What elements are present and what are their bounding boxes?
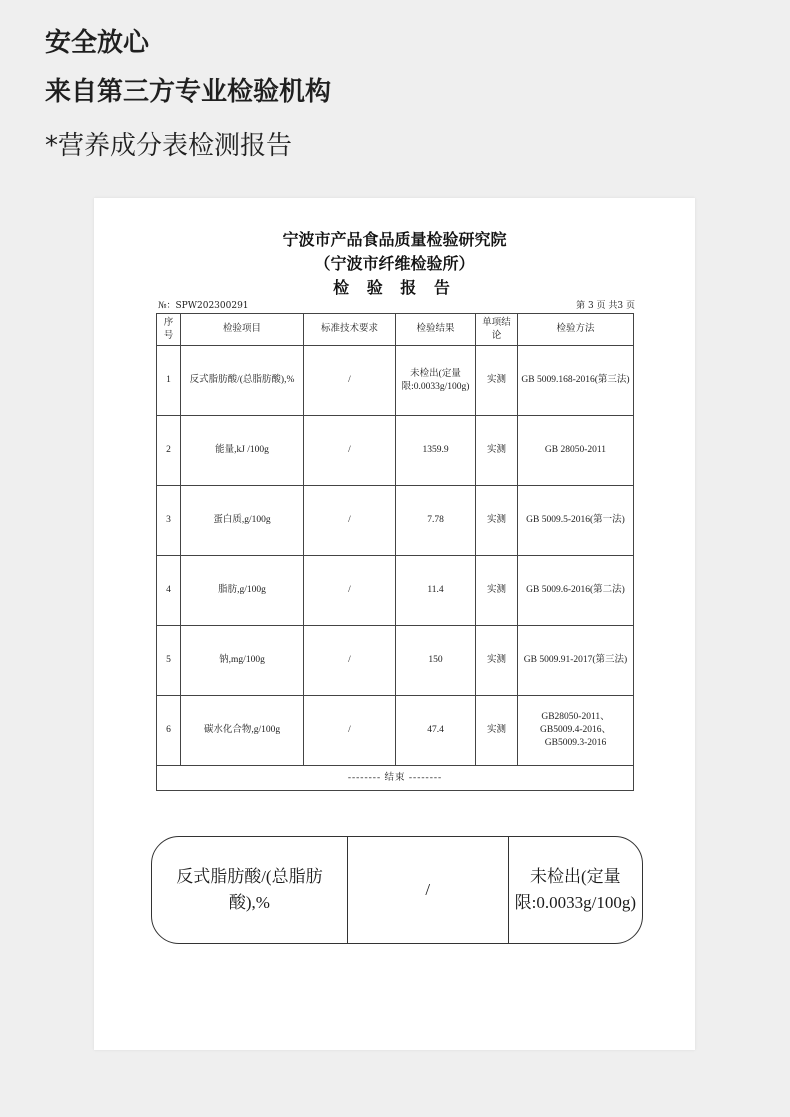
cell-item: 碳水化合物,g/100g: [181, 696, 304, 766]
cell-conclusion: 实测: [476, 416, 518, 486]
cell-conclusion: 实测: [476, 556, 518, 626]
cell-method: GB 5009.5-2016(第一法): [518, 486, 634, 556]
cell-seq: 1: [157, 346, 181, 416]
table-row: [157, 416, 634, 486]
cell-result: 150: [396, 626, 476, 696]
cell-method: GB 5009.6-2016(第二法): [518, 556, 634, 626]
cell-result: 7.78: [396, 486, 476, 556]
cell-item: 能量,kJ /100g: [181, 416, 304, 486]
zoom-result: 未检出(定量限:0.0033g/100g): [514, 867, 636, 912]
cell-result: 未检出(定量限:0.0033g/100g): [396, 346, 476, 416]
col-header-result: 检验结果: [396, 314, 476, 346]
cell-standard: /: [304, 486, 396, 556]
cell-seq: 5: [157, 626, 181, 696]
cell-standard: /: [304, 416, 396, 486]
table-footer-row: [157, 766, 634, 791]
cell-method: GB28050-2011、GB5009.4-2016、GB5009.3-2016: [518, 696, 634, 766]
inspection-table: [156, 313, 634, 791]
headline-nutrition-report: *营养成分表检测报告: [45, 131, 293, 161]
col-header-method: 检验方法: [518, 314, 634, 346]
cell-seq: 2: [157, 416, 181, 486]
table-end-marker: -------- 结束 --------: [157, 766, 634, 791]
table-row: [157, 486, 634, 556]
zoomed-row-callout: [151, 836, 643, 944]
cell-item: 反式脂肪酸/(总脂肪酸),%: [181, 346, 304, 416]
cell-seq: 3: [157, 486, 181, 556]
cell-result: 11.4: [396, 556, 476, 626]
cell-item: 脂肪,g/100g: [181, 556, 304, 626]
org-subname: （宁波市纤维检验所）: [314, 254, 475, 273]
cell-conclusion: 实测: [476, 486, 518, 556]
table-header-row: [157, 314, 634, 346]
cell-standard: /: [304, 346, 396, 416]
col-header-item: 检验项目: [181, 314, 304, 346]
cell-conclusion: 实测: [476, 626, 518, 696]
cell-result: 47.4: [396, 696, 476, 766]
cell-seq: 6: [157, 696, 181, 766]
cell-conclusion: 实测: [476, 696, 518, 766]
table-row: [157, 556, 634, 626]
table-row: [157, 696, 634, 766]
zoom-item: 反式脂肪酸/(总脂肪酸),%: [152, 837, 348, 943]
table-row: [157, 346, 634, 416]
cell-conclusion: 实测: [476, 346, 518, 416]
cell-item: 钠,mg/100g: [181, 626, 304, 696]
cell-method: GB 5009.91-2017(第三法): [518, 626, 634, 696]
cell-method: GB 5009.168-2016(第三法): [518, 346, 634, 416]
col-header-conclusion: 单项结论: [476, 314, 518, 346]
cell-result: 1359.9: [396, 416, 476, 486]
report-number: №：SPW202300291: [158, 301, 249, 311]
headline-safe: 安全放心: [45, 28, 150, 58]
col-header-seq: 序号: [157, 314, 181, 346]
report-paper: [94, 198, 695, 1050]
cell-standard: /: [304, 556, 396, 626]
cell-method: GB 28050-2011: [518, 416, 634, 486]
zoom-standard: /: [348, 837, 509, 943]
org-name: 宁波市产品食品质量检验研究院: [282, 230, 507, 249]
headline-third-party: 来自第三方专业检验机构: [45, 77, 332, 107]
cell-item: 蛋白质,g/100g: [181, 486, 304, 556]
page-info: 第 3 页 共3 页: [576, 301, 635, 311]
table-row: [157, 626, 634, 696]
cell-standard: /: [304, 626, 396, 696]
cell-seq: 4: [157, 556, 181, 626]
cell-standard: /: [304, 696, 396, 766]
report-title: 检 验 报 告: [333, 278, 456, 297]
col-header-standard: 标准技术要求: [304, 314, 396, 346]
